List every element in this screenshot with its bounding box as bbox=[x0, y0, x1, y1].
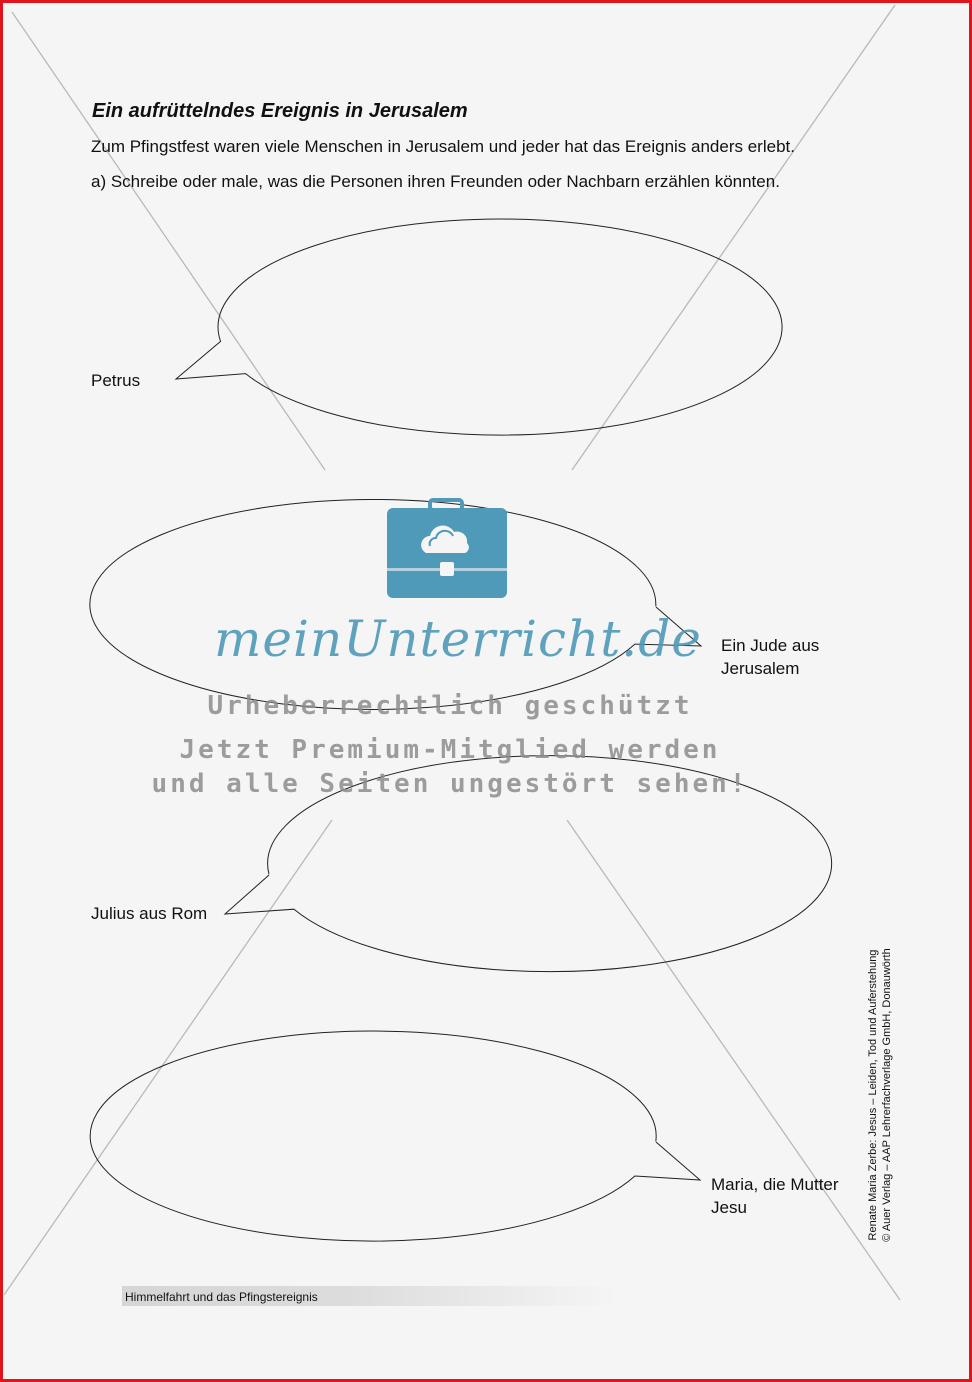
cross-line-top-left bbox=[12, 12, 325, 470]
watermark-line-protected: Urheberrechtlich geschützt bbox=[207, 691, 693, 721]
worksheet-intro: Zum Pfingstfest waren viele Menschen in Jerusalem und jeder hat das Ereignis anders erlebt. bbox=[91, 137, 795, 156]
speaker-label-jude: Ein Jude aus Jerusalem bbox=[721, 636, 820, 678]
speaker-label-julius: Julius aus Rom bbox=[91, 904, 208, 923]
speech-bubble-petrus bbox=[176, 219, 782, 435]
worksheet-task: a) Schreibe oder male, was die Personen ihren Freunden oder Nachbarn erzählen könnten. bbox=[91, 172, 780, 191]
speaker-label-petrus: Petrus bbox=[91, 371, 141, 390]
cross-line-bottom-left bbox=[4, 820, 332, 1295]
footer-chapter-title: Himmelfahrt und das Pfingstereignis bbox=[125, 1290, 318, 1304]
copyright-notice bbox=[866, 925, 894, 1265]
worksheet-title: Ein aufrüttelndes Ereignis in Jerusalem bbox=[92, 100, 468, 122]
watermark-line-undisturbed: und alle Seiten ungestört sehen! bbox=[151, 769, 749, 799]
footer-chapter-bar bbox=[122, 1286, 617, 1306]
cross-line-bottom-right bbox=[567, 820, 900, 1300]
speech-bubble-maria bbox=[90, 1031, 700, 1241]
copyright-line-author: Renate Maria Zerbe: Jesus – Leiden, Tod und Auferstehung bbox=[867, 949, 879, 1241]
cross-line-top-right bbox=[572, 5, 895, 470]
briefcase-cloud-icon bbox=[386, 498, 508, 600]
watermark-brand: meinUnterricht.de bbox=[214, 610, 702, 668]
copyright-line-publisher: © Auer Verlag – AAP Lehrerfachverlage GmbH, Donauwörth bbox=[881, 948, 893, 1242]
watermark-line-premium: Jetzt Premium-Mitglied werden bbox=[179, 735, 721, 765]
speaker-label-maria: Maria, die Mutter Jesu bbox=[711, 1175, 839, 1217]
